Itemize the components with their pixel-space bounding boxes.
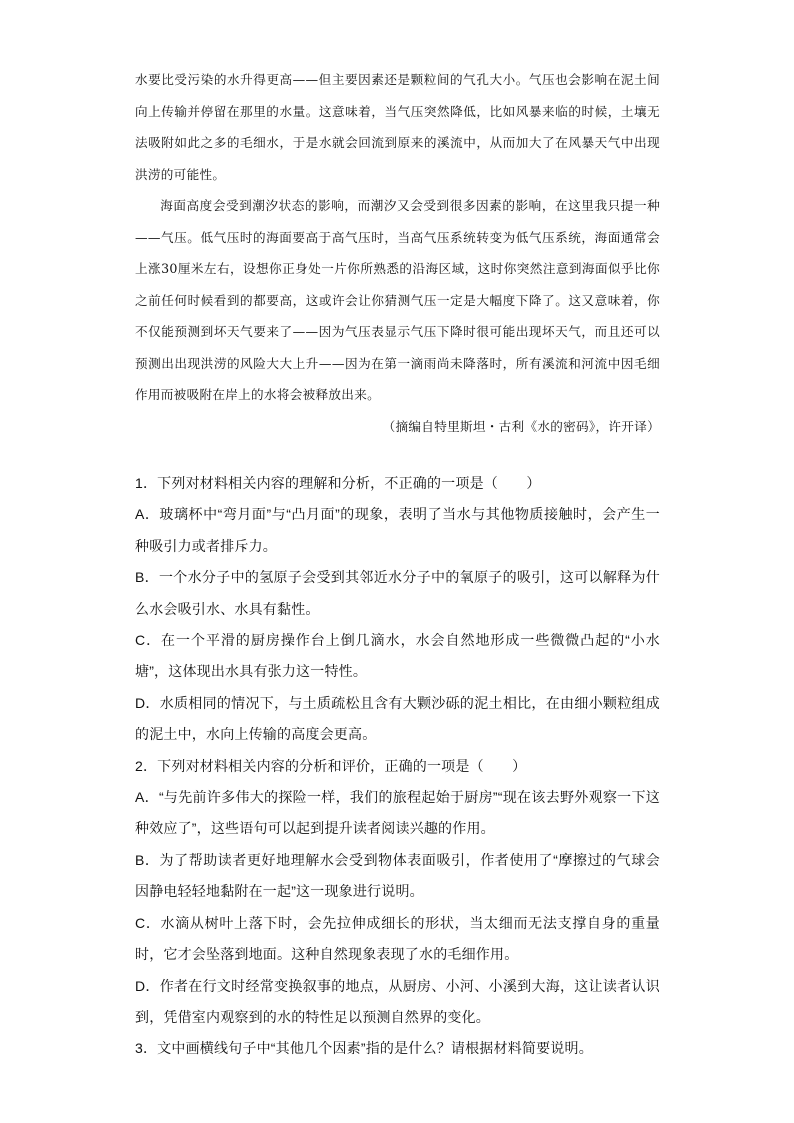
question-list [135,468,660,1065]
reading-passage [135,64,660,442]
question-3: 3．文中画横线句子中“其他几个因素”指的是什么？请根据材料简要说明。 [135,1040,593,1057]
passage-source: （摘编自特里斯坦・古利《水的密码》，许开译） [382,418,660,434]
question-2-option-c: C．水滴从树叶上落下时，会先拉伸成细长的形状，当太细而无法支撑自身的重量时，它才会坠落到地面。这种自然现象表现了水的毛细作用。 [135,914,660,963]
passage-paragraph-1: 水要比受污染的水升得更高——但主要因素还是颗粒间的气孔大小。气压也会影响在泥土间向上传输并停留在那里的水量。这意味着，当气压突然降低，比如风暴来临的时候，土壤无法吸附如此之多的毛细水，于是水就会回流到原来的溪流中，从而加大了在风暴天气中出现洪涝的可能性。 [135,72,660,182]
question-1-option-d: D．水质相同的情况下，与土质疏松且含有大颗沙砾的泥土相比，在由细小颗粒组成的泥土中，水向上传输的高度会更高。 [135,694,660,743]
question-1-option-a: A．玻璃杯中“弯月面”与“凸月面”的现象，表明了当水与其他物质接触时，会产生一种吸引力或者排斥力。 [135,506,660,554]
question-1-option-b: B．一个水分子中的氢原子会受到其邻近水分子中的氧原子的吸引，这可以解释为什么水会吸引水、水具有黏性。 [135,569,660,617]
question-1: 1．下列对材料相关内容的理解和分析，不正确的一项是（ ） [135,475,541,491]
question-2-option-b: B．为了帮助读者更好地理解水会受到物体表面吸引，作者使用了“摩擦过的气球会因静电轻轻地黏附在一起”这一现象进行说明。 [135,851,660,900]
question-2-option-d: D．作者在行文时经常变换叙事的地点，从厨房、小河、小溪到大海，这让读者认识到，凭借室内观察到的水的特性足以预测自然界的变化。 [135,977,660,1025]
question-2-option-a: A．“与先前许多伟大的探险一样，我们的旅程起始于厨房”“现在该去野外观察一下这种效应了”，这些语句可以起到提升读者阅读兴趣的作用。 [135,789,660,837]
passage-paragraph-2: 海面高度会受到潮汐状态的影响，而潮汐又会受到很多因素的影响，在这里我只提一种——气压。低气压时的海面要高于高气压时，当高气压系统转变为低气压系统，海面通常会上涨30厘米左右，设想你正身处一片你所熟悉的沿海区域，这时你突然注意到海面似乎比你之前任何时候看到的都要高，这或许会让你猜测气压一定是大幅度下降了。这又意味着，你不仅能预测到坏天气要来了——因为气压表显示气压下降时很可能出现坏天气，而且还可以预测出出现洪涝的风险大大上升——因为在第一滴雨尚未降落时，所有溪流和河流中因毛细作用而被吸附在岸上的水将会被释放出来。 [135,198,660,402]
question-1-option-c: C．在一个平滑的厨房操作台上倒几滴水，水会自然地形成一些微微凸起的“小水塘”，这体现出水具有张力这一特性。 [135,632,660,680]
question-2: 2．下列对材料相关内容的分析和评价，正确的一项是（ ） [135,757,527,774]
